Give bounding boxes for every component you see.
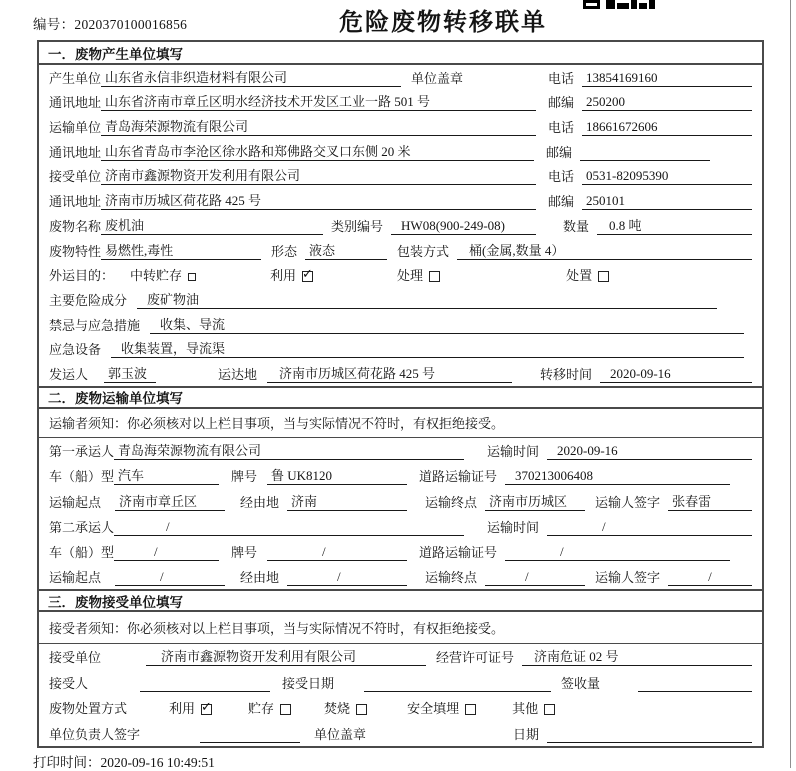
receiver-address-label: 通讯地址 [49, 194, 102, 210]
transport-phone-group [548, 117, 752, 136]
disposal-other-label: 其他 [512, 701, 539, 717]
acceptor-label: 接受人 [49, 675, 89, 691]
disposal-other-checkbox [544, 704, 555, 715]
transport-time-value-2: / [547, 519, 752, 536]
plate-value-2: / [267, 544, 407, 561]
receiver-zip-label: 邮编 [547, 194, 574, 210]
first-carrier-row [39, 438, 762, 463]
dispose-label: 处置 [566, 268, 593, 284]
accept-unit-row [39, 644, 762, 669]
acceptor-value [140, 691, 270, 692]
transfer-storage-checkbox [188, 273, 196, 281]
accept-unit-label: 接受单位 [49, 650, 102, 666]
second-carrier-value: / [114, 519, 464, 536]
page-edge-line [790, 0, 791, 768]
route-start-value-2: / [115, 569, 225, 586]
waste-quantity-value: 0.8 吨 [597, 215, 752, 235]
transport-zip-label: 邮编 [545, 144, 572, 160]
accept-unit-value: 济南市鑫源物资开发利用有限公司 [146, 646, 426, 666]
disposal-method-row [39, 695, 762, 720]
emergency-equipment-label: 应急设备 [49, 342, 102, 358]
transporter-notice: 运输者须知：你必须核对以上栏目事项，当与实际情况不符时，有权拒绝接受。 [39, 409, 762, 438]
receiver-unit-row [39, 164, 762, 189]
treat-checkbox [429, 271, 440, 282]
option-transfer-storage [130, 265, 196, 284]
dispatch-row [39, 361, 762, 386]
route-via-label-2: 经由地 [240, 570, 280, 586]
transfer-time-value: 2020-09-16 [600, 366, 752, 383]
transfer-time-label: 转移时间 [539, 366, 592, 382]
disposal-store-label: 贮存 [248, 701, 275, 717]
section1-header: 一．废物产生单位填写 [39, 42, 762, 65]
transfer-purpose-row [39, 263, 762, 288]
transfer-time-group [540, 364, 752, 383]
transfer-storage-label: 中转贮存 [130, 268, 183, 284]
transport-address-label: 通讯地址 [49, 144, 102, 160]
receiver-zip-value: 250101 [582, 193, 752, 210]
responsible-sign-row [39, 720, 762, 745]
route-start-value-1: 济南市章丘区 [115, 491, 225, 511]
route-row-2 [39, 564, 762, 589]
disposal-incinerate-label: 焚烧 [324, 701, 351, 717]
waste-quantity-group [563, 215, 752, 235]
receiver-unit-label: 接受单位 [49, 169, 102, 185]
producer-zip-label: 邮编 [547, 95, 574, 111]
first-carrier-label: 第一承运人 [49, 444, 115, 460]
disposal-incinerate-checkbox [356, 704, 367, 715]
shipper-value: 郭玉波 [104, 363, 156, 383]
receiver-zip-group [548, 191, 752, 210]
route-end-label-1: 运输终点 [425, 494, 478, 510]
producer-address-label: 通讯地址 [49, 95, 102, 111]
date-group [513, 724, 752, 743]
producer-unit-row [39, 65, 762, 90]
route-via-value-1: 济南 [287, 491, 407, 511]
waste-traits-row [39, 238, 762, 263]
unit-seal-label-2: 单位盖章 [314, 726, 367, 742]
vehicle-type-value-2: / [114, 544, 219, 561]
carrier-sign-value-2: / [668, 569, 752, 586]
received-qty-value [638, 691, 752, 692]
option-utilize [270, 265, 313, 284]
waste-name-value: 废机油 [101, 215, 323, 235]
transport-zip-group [546, 142, 752, 161]
waste-quantity-label: 数量 [562, 218, 589, 234]
waste-form-value: 液态 [305, 240, 387, 260]
disposal-method-label: 废物处置方式 [49, 701, 128, 717]
received-qty-label: 签收量 [561, 675, 601, 691]
accept-date-value [364, 691, 551, 692]
carrier-sign-label-1: 运输人签字 [595, 494, 661, 510]
vehicle-type-row-2 [39, 539, 762, 564]
option-dispose [566, 265, 609, 284]
manifest-form [37, 40, 764, 748]
utilize-label: 利用 [270, 268, 297, 284]
transfer-purpose-label: 外运目的： [49, 268, 115, 284]
route-end-label-2: 运输终点 [425, 570, 478, 586]
acceptor-row [39, 669, 762, 694]
hazard-components-label: 主要危险成分 [49, 292, 128, 308]
emergency-measures-label: 禁忌与应急措施 [49, 317, 141, 333]
disposal-utilize-checkbox [201, 704, 212, 715]
disposal-landfill-label: 安全填埋 [407, 701, 460, 717]
road-permit-label-1: 道路运输证号 [419, 469, 498, 485]
second-carrier-row [39, 514, 762, 539]
carrier-sign-label-2: 运输人签字 [595, 570, 661, 586]
serial-label: 编号： [33, 17, 75, 32]
emergency-measures-row [39, 312, 762, 337]
responsible-sign-value [200, 742, 300, 743]
waste-form-label: 形态 [271, 243, 298, 259]
utilize-checkbox [302, 271, 313, 282]
business-permit-label: 经营许可证号 [436, 650, 515, 666]
vehicle-type-value-1: 汽车 [114, 465, 219, 485]
route-end-value-1: 济南市历城区 [485, 491, 585, 511]
transport-zip-value [580, 160, 710, 161]
option-disposal-store [248, 698, 291, 717]
route-start-label-2: 运输起点 [49, 570, 102, 586]
vehicle-type-row-1 [39, 463, 762, 488]
print-time-value: 2020-09-16 10:49:51 [100, 755, 215, 770]
carrier-sign-value-1: 张春雷 [668, 491, 752, 511]
date-value [547, 742, 752, 743]
vehicle-type-label-2: 车（船）型 [49, 544, 115, 560]
road-permit-value-1: 370213006408 [505, 468, 730, 485]
section2-body [39, 409, 762, 589]
producer-unit-value: 山东省永信非织造材料有限公司 [101, 67, 401, 87]
disposal-landfill-checkbox [465, 704, 476, 715]
road-permit-value-2: / [505, 544, 730, 561]
hazard-components-row [39, 287, 762, 312]
plate-label-1: 牌号 [231, 469, 258, 485]
waste-category-label: 类别编号 [331, 218, 384, 234]
page-title: 危险废物转移联单 [339, 9, 547, 36]
route-start-label-1: 运输起点 [49, 494, 102, 510]
destination-label: 运达地 [218, 366, 258, 382]
producer-phone-label: 电话 [547, 70, 574, 86]
first-carrier-value: 青岛海荣源物流有限公司 [114, 440, 464, 460]
producer-phone-group [548, 68, 752, 87]
producer-address-value: 山东省济南市章丘区明水经济技术开发区工业一路 501 号 [101, 91, 536, 111]
route-via-value-2: / [287, 569, 407, 586]
route-row-1 [39, 488, 762, 513]
section1-body [39, 65, 762, 386]
producer-zip-value: 250200 [582, 94, 752, 111]
receiver-unit-value: 济南市鑫源物资开发利用有限公司 [101, 165, 536, 185]
transport-time-label-1: 运输时间 [486, 444, 539, 460]
packaging-label: 包装方式 [397, 243, 450, 259]
route-end-value-2: / [485, 569, 585, 586]
date-label: 日期 [512, 726, 539, 742]
producer-phone-value: 13854169160 [582, 70, 752, 87]
disposal-utilize-label: 利用 [169, 701, 196, 717]
transport-unit-label: 运输单位 [49, 120, 102, 136]
print-time-label: 打印时间： [33, 755, 101, 770]
acceptor-notice: 接受者须知：你必须核对以上栏目事项，当与实际情况不符时，有权拒绝接受。 [39, 612, 762, 644]
waste-category-value: HW08(900-249-08) [391, 218, 536, 235]
option-disposal-utilize [169, 698, 212, 717]
receiver-address-value: 济南市历城区荷花路 425 号 [101, 190, 536, 210]
waste-traits-label: 废物特性 [49, 243, 102, 259]
destination-value: 济南市历城区荷花路 425 号 [267, 363, 512, 383]
print-time [33, 751, 215, 771]
transport-phone-value: 18661672606 [582, 119, 752, 136]
waste-name-label: 废物名称 [49, 218, 102, 234]
unit-seal-label: 单位盖章 [411, 70, 464, 86]
serial-value: 2020370100016856 [74, 17, 188, 32]
transport-time-label-2: 运输时间 [486, 519, 539, 535]
hazard-components-value: 废矿物油 [137, 289, 717, 309]
business-permit-value: 济南危证 02 号 [522, 646, 752, 666]
option-disposal-incinerate [324, 698, 367, 717]
receiver-phone-label: 电话 [547, 169, 574, 185]
option-disposal-other [512, 698, 555, 717]
dispose-checkbox [598, 271, 609, 282]
section3-body [39, 612, 762, 746]
emergency-equipment-value: 收集装置，导流渠 [111, 338, 744, 358]
transport-unit-row [39, 114, 762, 139]
shipper-label: 发运人 [49, 366, 89, 382]
transport-time-group-2 [487, 517, 752, 536]
emergency-equipment-row [39, 337, 762, 362]
producer-address-row [39, 90, 762, 115]
transport-address-value: 山东省青岛市李沧区徐水路和郑佛路交叉口东侧 20 米 [101, 141, 534, 161]
disposal-store-checkbox [280, 704, 291, 715]
option-disposal-landfill [407, 698, 476, 717]
transport-time-group-1 [487, 441, 752, 460]
plate-label-2: 牌号 [231, 544, 258, 560]
responsible-sign-label: 单位负责人签字 [49, 726, 141, 742]
emergency-measures-value: 收集、导流 [150, 314, 744, 334]
receiver-address-row [39, 188, 762, 213]
treat-label: 处理 [397, 268, 424, 284]
qr-code-icon [583, 0, 657, 10]
section3-header: 三．废物接受单位填写 [39, 589, 762, 612]
waste-name-row [39, 213, 762, 238]
packaging-value: 桶(金属,数量 4） [457, 240, 752, 260]
transport-phone-label: 电话 [547, 120, 574, 136]
producer-zip-group [548, 92, 752, 111]
option-treat [397, 265, 440, 284]
producer-unit-label: 产生单位 [49, 70, 102, 86]
receiver-phone-group [548, 166, 752, 185]
plate-value-1: 鲁 UK8120 [267, 465, 407, 485]
transport-time-value-1: 2020-09-16 [547, 443, 752, 460]
road-permit-label-2: 道路运输证号 [419, 544, 498, 560]
accept-date-label: 接受日期 [282, 675, 335, 691]
vehicle-type-label-1: 车（船）型 [49, 469, 115, 485]
transport-address-row [39, 139, 762, 164]
receiver-phone-value: 0531-82095390 [582, 168, 752, 185]
route-via-label-1: 经由地 [240, 494, 280, 510]
transport-unit-value: 青岛海荣源物流有限公司 [101, 116, 536, 136]
second-carrier-label: 第二承运人 [49, 519, 115, 535]
section2-header: 二．废物运输单位填写 [39, 386, 762, 409]
waste-traits-value: 易燃性,毒性 [101, 240, 261, 260]
